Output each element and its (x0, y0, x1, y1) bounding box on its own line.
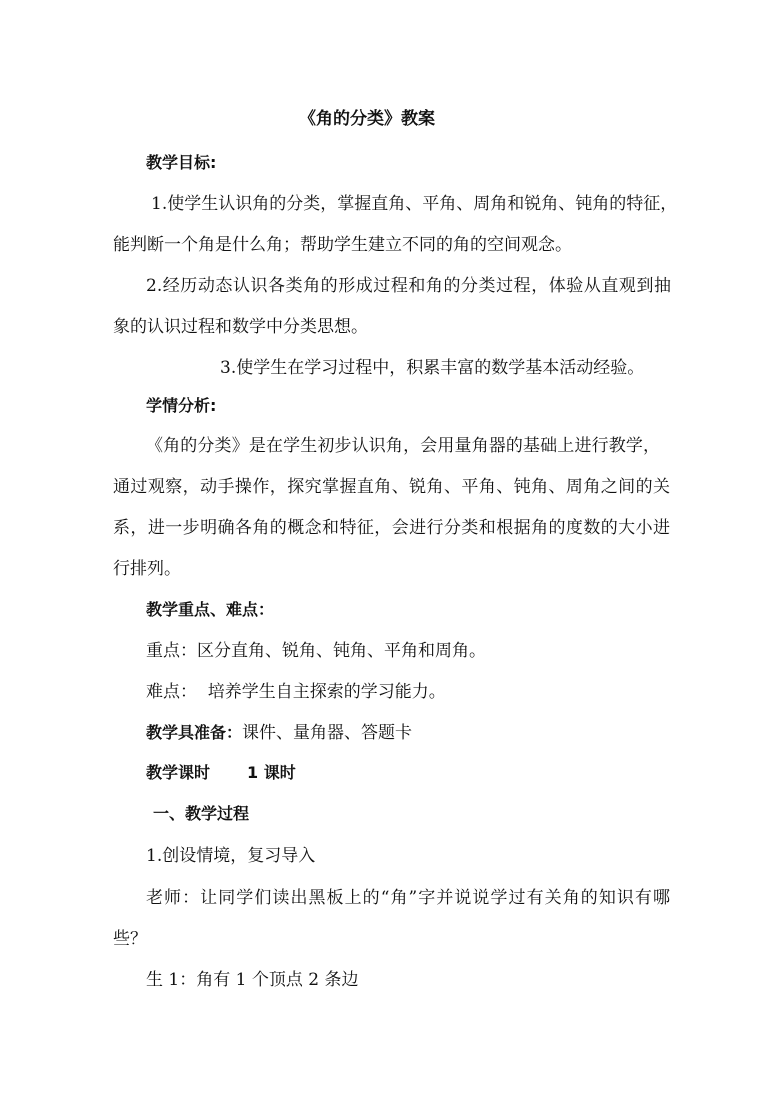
goal-2-line-1: 2.经历动态认识各类角的形成过程和角的分类过程，体验从直观到抽 (146, 276, 671, 296)
key-heading: 教学重点、难点： (146, 600, 275, 619)
hours-label: 教学课时 (146, 763, 211, 782)
tools-line (146, 718, 412, 743)
goal-1-line-1: 1.使学生认识角的分类，掌握直角、平角、周角和锐角、钝角的特征， (151, 194, 678, 214)
analysis-heading: 学情分析: (146, 396, 217, 415)
goals-heading: 教学目标: (146, 153, 217, 172)
teacher-line-2: 些？ (113, 929, 147, 949)
document-title: 《角的分类》教案 (299, 109, 435, 129)
hours-value: 1 课时 (247, 763, 296, 782)
goal-1-line-2: 能判断一个角是什么角；帮助学生建立不同的角的空间观念。 (113, 235, 572, 255)
analysis-line-2: 通过观察，动手操作，探究掌握直角、锐角、平角、钝角、周角之间的关 (113, 477, 670, 497)
process-heading: 一、教学过程 (153, 804, 250, 823)
goal-2-line-2: 象的认识过程和数学中分类思想。 (113, 317, 368, 337)
step-1: 1.创设情境，复习导入 (146, 846, 316, 866)
analysis-line-1: 《角的分类》是在学生初步认识角，会用量角器的基础上进行教学， (146, 436, 660, 456)
tools-label: 教学具准备： (146, 723, 243, 742)
teacher-line-1: 老师：让同学们读出黑板上的“角”字并说说学过有关角的知识有哪 (146, 888, 670, 908)
analysis-line-4: 行排列。 (113, 559, 181, 579)
student-1: 生 1：角有 1 个顶点 2 条边 (146, 970, 359, 990)
analysis-line-3: 系，进一步明确各角的概念和特征，会进行分类和根据角的度数的大小进 (113, 518, 670, 538)
difficult-point: 难点： 培养学生自主探索的学习能力。 (146, 682, 446, 702)
goal-3: 3.使学生在学习过程中，积累丰富的数学基本活动经验。 (220, 358, 645, 378)
key-point: 重点：区分直角、锐角、钝角、平角和周角。 (146, 641, 486, 661)
tools-value: 课件、量角器、答题卡 (242, 723, 413, 743)
